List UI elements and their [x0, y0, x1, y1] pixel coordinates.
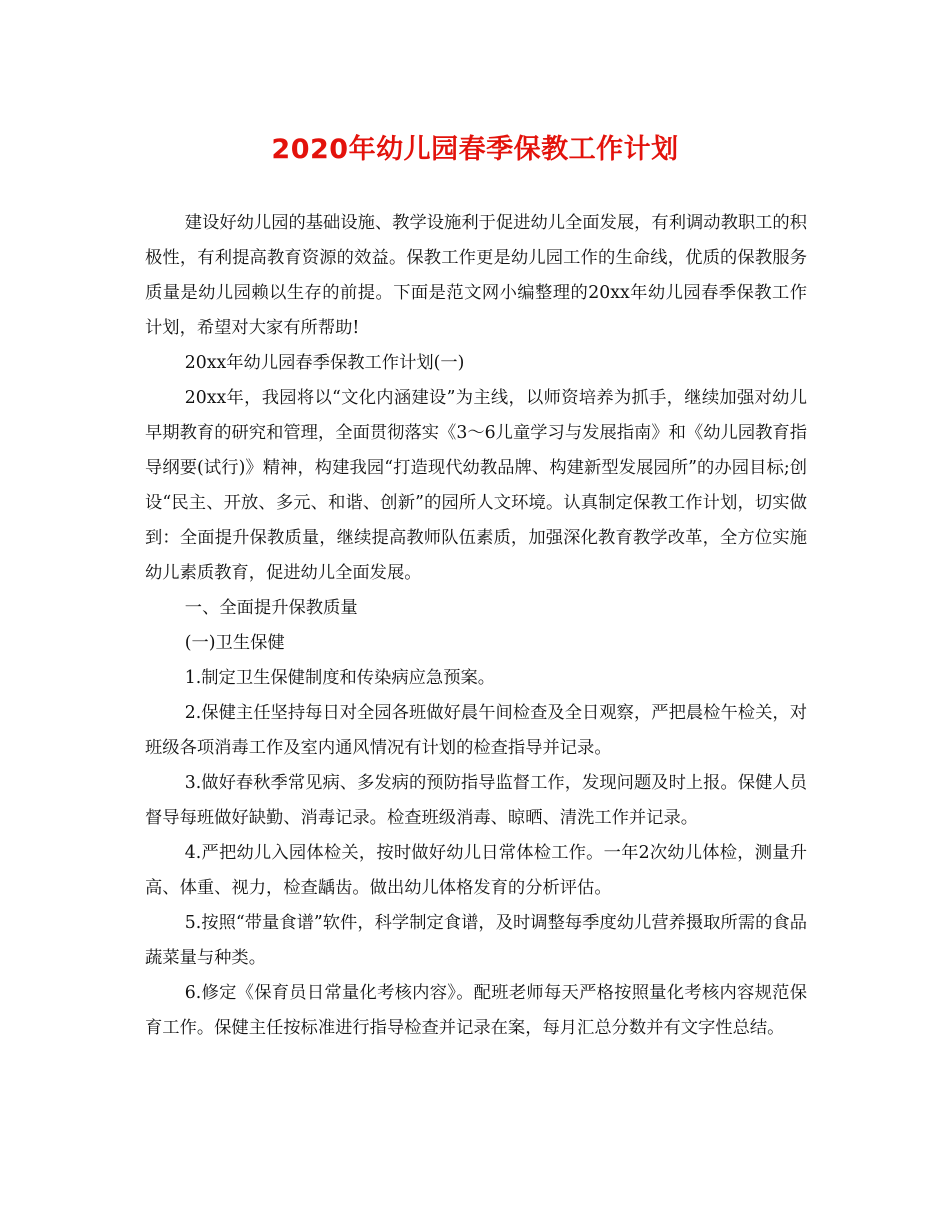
- paragraph-intro: 建设好幼儿园的基础设施、教学设施利于促进幼儿全面发展，有利调动教职工的积极性，有利提高教育资源的效益。保教工作更是幼儿园工作的生命线，优质的保教服务质量是幼儿园赖以生存的前提。下面是范文网小编整理的20xx年幼儿园春季保教工作计划，希望对大家有所帮助!: [145, 213, 807, 338]
- paragraph-plan-heading: 20xx年幼儿园春季保教工作计划(一): [184, 353, 465, 373]
- paragraph-overview: 20xx年，我园将以“文化内涵建设”为主线，以师资培养为抓手，继续加强对幼儿早期教育的研究和管理，全面贯彻落实《3～6儿童学习与发展指南》和《幼儿园教育指导纲要(试行)》精神，构建我园“打造现代幼教品牌、构建新型发展园所”的办园目标;创设“民主、开放、多元、和谐、创新”的园所人文环境。认真制定保教工作计划，切实做到：全面提升保教质量，继续提高教师队伍素质，加强深化教育教学改革，全方位实施幼儿素质教育，促进幼儿全面发展。: [145, 388, 807, 583]
- list-item: 6.修定《保育员日常量化考核内容》。配班老师每天严格按照量化考核内容规范保育工作。保健主任按标准进行指导检查并记录在案，每月汇总分数并有文字性总结。: [145, 983, 807, 1038]
- section-heading: 一、全面提升保教质量: [184, 598, 358, 618]
- document-title: 2020年幼儿园春季保教工作计划: [271, 134, 679, 165]
- list-item: 1.制定卫生保健制度和传染病应急预案。: [184, 668, 496, 688]
- list-item: 5.按照“带量食谱”软件，科学制定食谱，及时调整每季度幼儿营养摄取所需的食品蔬菜量与种类。: [145, 913, 807, 968]
- subsection-heading: (一)卫生保健: [184, 633, 285, 653]
- list-item: 3.做好春秋季常见病、多发病的预防指导监督工作，发现问题及时上报。保健人员督导每班做好缺勤、消毒记录。检查班级消毒、晾晒、清洗工作并记录。: [145, 773, 807, 828]
- list-item: 4.严把幼儿入园体检关，按时做好幼儿日常体检工作。一年2次幼儿体检，测量升高、体重、视力，检查龋齿。做出幼儿体格发育的分析评估。: [145, 843, 807, 898]
- list-item: 2.保健主任坚持每日对全园各班做好晨午间检查及全日观察，严把晨检午检关，对班级各项消毒工作及室内通风情况有计划的检查指导并记录。: [145, 703, 807, 758]
- document-body: [145, 206, 807, 1046]
